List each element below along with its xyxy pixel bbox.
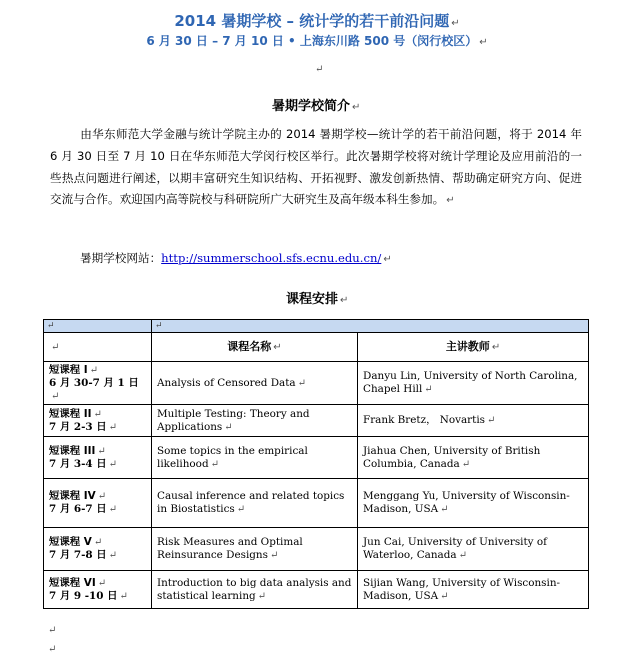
course-name-cell: Multiple Testing: Theory and Applications ↵ — [152, 405, 358, 437]
course-code-cell: 短课程 III ↵ 7 月 3-4 日 ↵ — [44, 437, 152, 479]
teacher-cell: Frank Bretz， Novartis ↵ — [358, 405, 589, 437]
course-name-cell: Analysis of Censored Data ↵ — [152, 362, 358, 405]
teacher-cell: Menggang Yu, University of Wisconsin-Madison, USA ↵ — [358, 479, 589, 528]
course-code-cell: 短课程 II ↵ 7 月 2-3 日 ↵ — [44, 405, 152, 437]
header-band-cell: ↵ — [152, 320, 589, 333]
course-code-cell: 短课程 V ↵ 7 月 7-8 日 ↵ — [44, 528, 152, 571]
teacher-cell: Jun Cai, University of University of Waterloo, Canada ↵ — [358, 528, 589, 571]
course-name-cell: Introduction to big data analysis and statistical learning ↵ — [152, 571, 358, 609]
empty-paragraph-mark: ↵ — [48, 625, 57, 636]
column-header-blank: ↵ — [44, 333, 152, 362]
empty-paragraph-mark: ↵ — [48, 644, 57, 655]
website-line: 暑期学校网站：http://summerschool.sfs.ecnu.edu.cn/ ↵ — [80, 251, 392, 265]
teacher-cell: Jiahua Chen, University of British Columbia, Canada ↵ — [358, 437, 589, 479]
document-subtitle: 6 月 30 日 – 7 月 10 日 • 上海东川路 500 号（闵行校区） ↵ — [146, 34, 488, 48]
course-name-cell: Causal inference and related topics in Biostatistics ↵ — [152, 479, 358, 528]
document-title: 2014 暑期学校 – 统计学的若干前沿问题 ↵ — [174, 12, 460, 30]
course-name-cell: Risk Measures and Optimal Reinsurance Designs ↵ — [152, 528, 358, 571]
intro-paragraph: 由华东师范大学金融与统计学院主办的 2014 暑期学校—统计学的若干前沿问题，将于 2014 年 6 月 30 日至 7 月 10 日在华东师范大学闵行校区举行。此次暑期学校将对统计学理论及应用前沿的一些热点问题进行阐述，以期丰富研究生知识结构、开拓视野、激发创新热情、帮助确定研究方向、促进交流与合作。欢迎国内高等院校与科研院所广大研究生及高年级本科生参加。 ↵ — [50, 127, 582, 207]
table-header-band — [44, 320, 589, 333]
table-row — [44, 571, 589, 609]
empty-paragraph-mark: ↵ — [315, 64, 324, 75]
course-code-cell: 短课程 I ↵ 6 月 30-7 月 1 日↵ — [44, 362, 152, 405]
table-row — [44, 528, 589, 571]
course-name-cell: Some topics in the empirical likelihood ↵ — [152, 437, 358, 479]
table-row — [44, 362, 589, 405]
course-code-cell: 短课程 IV ↵ 7 月 6-7 日 ↵ — [44, 479, 152, 528]
column-header-row — [44, 333, 589, 362]
schedule-heading: 课程安排 ↵ — [286, 292, 349, 307]
website-label: 暑期学校网站： — [80, 251, 162, 265]
table-row — [44, 437, 589, 479]
column-header-course: 课程名称 ↵ — [152, 333, 358, 362]
column-header-teacher: 主讲教师 ↵ — [358, 333, 589, 362]
teacher-cell: Sijian Wang, University of Wisconsin-Madison, USA ↵ — [358, 571, 589, 609]
course-code-cell: 短课程 VI ↵ 7 月 9 -10 日 ↵ — [44, 571, 152, 609]
table-row — [44, 479, 589, 528]
header-band-cell: ↵ — [44, 320, 152, 333]
teacher-cell: Danyu Lin, University of North Carolina, Chapel Hill ↵ — [358, 362, 589, 405]
website-link[interactable]: http://summerschool.sfs.ecnu.edu.cn/ — [161, 251, 382, 265]
intro-heading: 暑期学校简介 ↵ — [272, 99, 361, 114]
table-row — [44, 405, 589, 437]
schedule-table — [43, 319, 589, 609]
